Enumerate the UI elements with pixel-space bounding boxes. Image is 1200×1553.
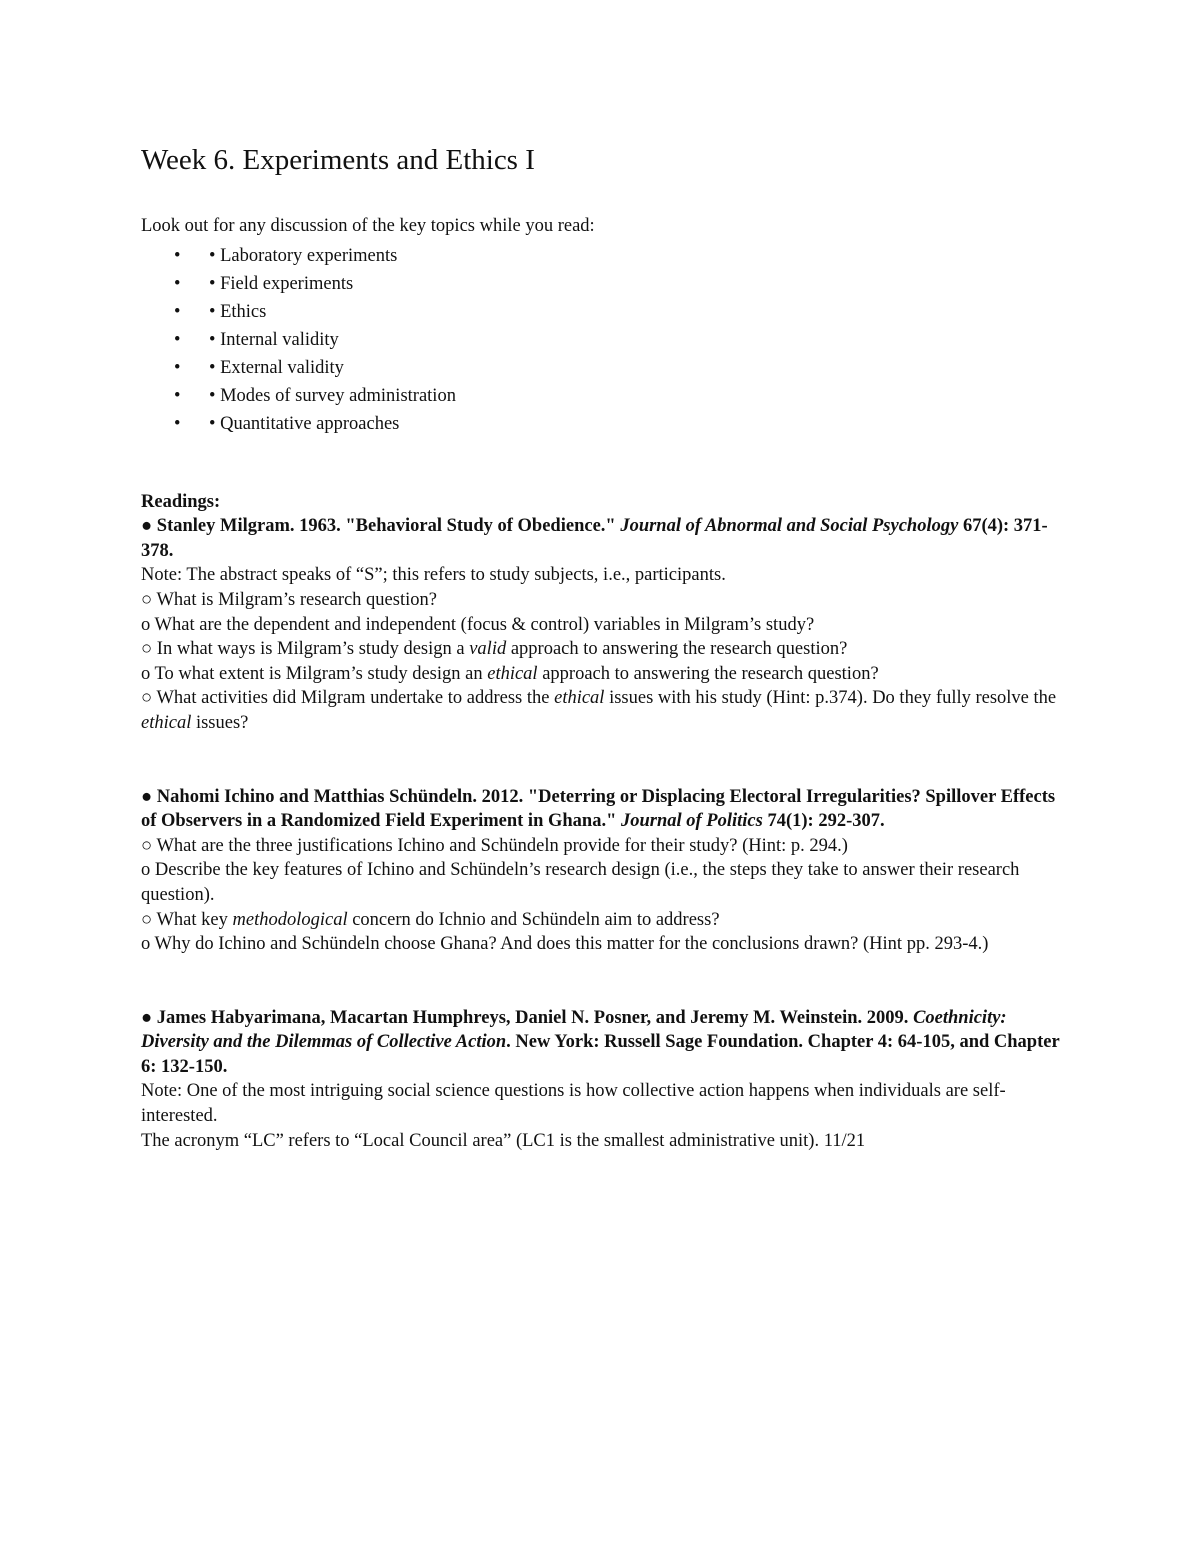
reading-note: Note: The abstract speaks of “S”; this refers to study subjects, i.e., participants.	[141, 565, 726, 586]
page-title: Week 6. Experiments and Ethics I	[141, 144, 535, 176]
topic-text: • Ethics	[209, 301, 267, 322]
reading-question: o Why do Ichino and Schündeln choose Ghana? And does this matter for the conclusions drawn? (Hint pp. 293-4.)	[141, 934, 989, 955]
reading-question: o What are the dependent and independent (focus & control) variables in Milgram’s study?	[141, 614, 815, 635]
citation-authors: ● Stanley Milgram. 1963. "Behavioral Study of Obedience."	[141, 516, 621, 537]
reading-citation	[141, 785, 1061, 834]
citation-authors: ● Nahomi Ichino and Matthias Schündeln. 2012. "Deterring or Displacing Electoral Irregularities? Spillover Effects of Observers in a Randomized Field Experiment in Ghana."	[141, 786, 1056, 832]
reading-question: ○ What is Milgram’s research question?	[141, 589, 437, 610]
list-item	[141, 354, 1061, 382]
bullet-icon: •	[174, 245, 181, 266]
intro-text: Look out for any discussion of the key topics while you read:	[141, 216, 595, 236]
topic-text: • Quantitative approaches	[209, 413, 400, 434]
bullet-icon: •	[174, 329, 181, 350]
reading-habyarimana	[141, 1006, 1061, 1154]
citation-publisher: . New York: Russell Sage Foundation. Chapter 4: 64-105, and Chapter 6: 132-150.	[141, 1032, 1060, 1077]
topic-text: • Modes of survey administration	[209, 385, 456, 406]
list-item	[141, 298, 1061, 326]
topic-text: • External validity	[209, 357, 344, 378]
list-item	[141, 410, 1061, 438]
bullet-icon: •	[174, 413, 181, 434]
spacer	[141, 957, 1061, 1006]
spacer	[141, 736, 1061, 785]
reading-question: o Describe the key features of Ichino and Schündeln’s research design (i.e., the steps they take to answer their research question).	[141, 860, 1020, 905]
reading-question: ○ What key methodological concern do Ichnio and Schündeln aim to address?	[141, 909, 720, 930]
topic-text: • Laboratory experiments	[209, 245, 398, 266]
topics-list	[141, 242, 1061, 438]
reading-note: The acronym “LC” refers to “Local Council area” (LC1 is the smallest administrative unit). 11/21	[141, 1130, 866, 1151]
reading-milgram	[141, 514, 1061, 735]
reading-note: Note: One of the most intriguing social science questions is how collective action happens when individuals are self-interested.	[141, 1081, 1006, 1127]
reading-question: ○ In what ways is Milgram’s study design a valid approach to answering the research question?	[141, 639, 848, 660]
citation-book: Coethnicity: Diversity and the Dilemmas of Collective Action	[141, 1007, 1007, 1053]
bullet-icon: •	[174, 301, 181, 322]
list-item	[141, 382, 1061, 410]
reading-question: o To what extent is Milgram’s study design an ethical approach to answering the research question?	[141, 663, 879, 684]
reading-question: ○ What are the three justifications Ichino and Schündeln provide for their study? (Hint: p. 294.)	[141, 835, 848, 856]
reading-ichino	[141, 785, 1061, 957]
readings-heading: Readings:	[141, 491, 221, 512]
topic-text: • Field experiments	[209, 273, 354, 294]
bullet-icon: •	[174, 273, 181, 294]
citation-journal: Journal of Abnormal and Social Psychology	[620, 516, 959, 537]
citation-volume: 74(1): 292-307.	[762, 811, 885, 832]
citation-authors: ● James Habyarimana, Macartan Humphreys, Daniel N. Posner, and Jeremy M. Weinstein. 2009.	[141, 1007, 914, 1028]
list-item	[141, 326, 1061, 354]
citation-journal: Journal of Politics	[620, 811, 763, 832]
list-item	[141, 242, 1061, 270]
list-item	[141, 270, 1061, 298]
bullet-icon: •	[174, 385, 181, 406]
topic-text: • Internal validity	[209, 329, 339, 350]
citation-volume: 67(4): 371-378.	[141, 516, 1048, 561]
document-page	[141, 140, 1061, 1153]
bullet-icon: •	[174, 357, 181, 378]
reading-question: ○ What activities did Milgram undertake to address the ethical issues with his study (Hint: p.374). Do they fully resolve the ethical issues?	[141, 688, 1057, 733]
reading-citation	[141, 514, 1061, 563]
reading-citation	[141, 1006, 1061, 1080]
